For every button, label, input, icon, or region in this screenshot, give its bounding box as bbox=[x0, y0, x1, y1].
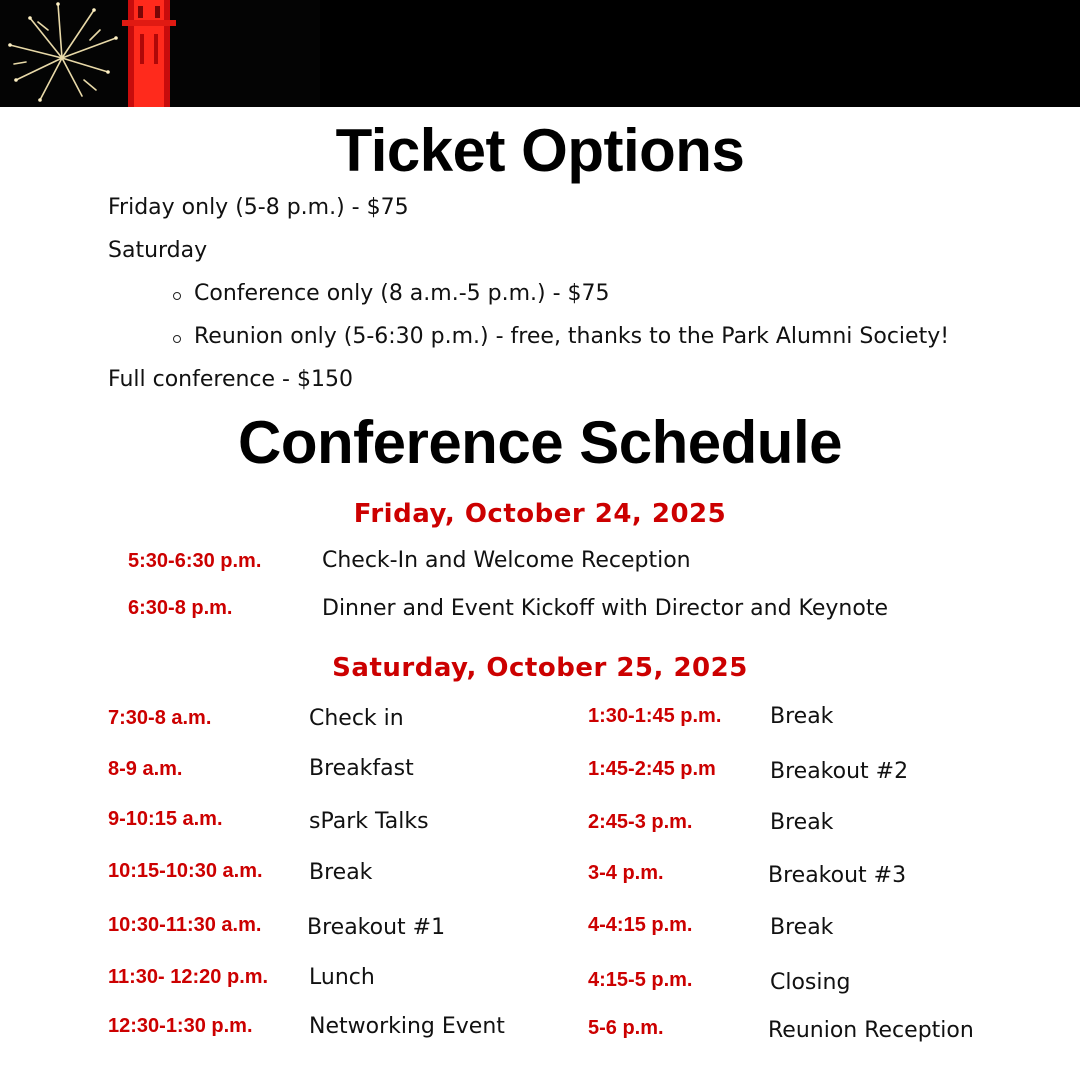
saturday-date-heading: Saturday, October 25, 2025 bbox=[332, 653, 748, 683]
schedule-time: 2:45-3 p.m. bbox=[588, 811, 693, 833]
ticket-saturday-conference: Conference only (8 a.m.-5 p.m.) - $75 bbox=[194, 281, 610, 306]
schedule-event: Breakout #2 bbox=[770, 759, 909, 784]
ticket-saturday: Saturday bbox=[108, 238, 208, 263]
schedule-time: 12:30-1:30 p.m. bbox=[108, 1015, 253, 1037]
schedule-time: 6:30-8 p.m. bbox=[128, 597, 233, 619]
schedule-event: Check in bbox=[309, 706, 404, 731]
banner-photo bbox=[0, 0, 320, 107]
ticket-friday: Friday only (5-8 p.m.) - $75 bbox=[108, 195, 409, 220]
schedule-time: 7:30-8 a.m. bbox=[108, 707, 212, 729]
schedule-time: 10:15-10:30 a.m. bbox=[108, 860, 263, 882]
conference-schedule-title: Conference Schedule bbox=[237, 409, 842, 476]
bullet-icon bbox=[173, 292, 181, 300]
bullet-icon bbox=[173, 335, 181, 343]
schedule-time: 3-4 p.m. bbox=[588, 862, 664, 884]
schedule-time: 1:30-1:45 p.m. bbox=[588, 705, 722, 727]
schedule-event: Break bbox=[309, 860, 373, 885]
ticket-full-conference: Full conference - $150 bbox=[108, 367, 353, 392]
schedule-time: 5-6 p.m. bbox=[588, 1017, 664, 1039]
schedule-event: Lunch bbox=[309, 965, 375, 990]
schedule-time: 4-4:15 p.m. bbox=[588, 914, 693, 936]
schedule-event: Dinner and Event Kickoff with Director and Keynote bbox=[322, 596, 888, 621]
bell-tower-graphic bbox=[120, 0, 178, 107]
ticket-saturday-reunion: Reunion only (5-6:30 p.m.) - free, thanks to the Park Alumni Society! bbox=[194, 324, 950, 349]
schedule-event: Breakfast bbox=[309, 756, 414, 781]
schedule-time: 4:15-5 p.m. bbox=[588, 969, 693, 991]
schedule-event: Break bbox=[770, 704, 834, 729]
schedule-event: Closing bbox=[770, 970, 851, 995]
schedule-event: Reunion Reception bbox=[768, 1018, 974, 1043]
schedule-event: sPark Talks bbox=[309, 809, 429, 834]
schedule-time: 10:30-11:30 a.m. bbox=[108, 914, 262, 936]
schedule-event: Breakout #3 bbox=[768, 863, 907, 888]
schedule-event: Check-In and Welcome Reception bbox=[322, 548, 691, 573]
schedule-event: Breakout #1 bbox=[307, 915, 446, 940]
schedule-event: Break bbox=[770, 810, 834, 835]
ticket-options-title: Ticket Options bbox=[335, 117, 745, 184]
friday-date-heading: Friday, October 24, 2025 bbox=[353, 499, 727, 529]
schedule-time: 1:45-2:45 p.m bbox=[588, 758, 716, 780]
schedule-event: Networking Event bbox=[309, 1014, 505, 1039]
fireworks-graphic bbox=[0, 0, 125, 107]
schedule-event: Break bbox=[770, 915, 834, 940]
schedule-time: 9-10:15 a.m. bbox=[108, 808, 223, 830]
schedule-time: 5:30-6:30 p.m. bbox=[128, 550, 262, 572]
header-banner bbox=[0, 0, 1080, 107]
schedule-time: 8-9 a.m. bbox=[108, 758, 183, 780]
schedule-time: 11:30- 12:20 p.m. bbox=[108, 966, 269, 988]
